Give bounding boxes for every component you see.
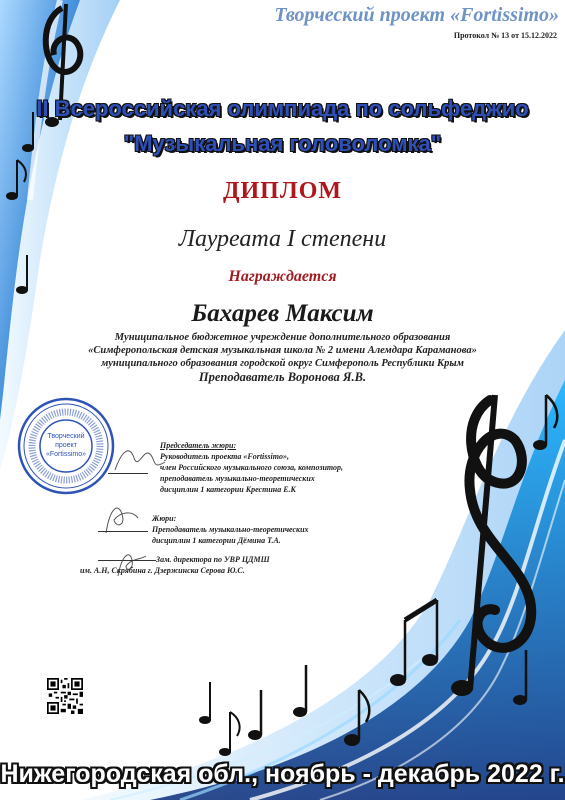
jury-heading: Жюри: [152, 514, 177, 523]
chair-heading: Председатель жюри: [160, 441, 237, 450]
organization-line: Муниципальное бюджетное учреждение дополнительного образования [114, 332, 451, 343]
awarded-label: Награждается [228, 268, 337, 285]
chair-signature-block [160, 440, 343, 495]
teacher-name: Преподаватель Воронова Я.В. [198, 370, 367, 384]
stamp-text: проект [55, 442, 77, 449]
olympiad-title: II Всероссийская олимпиада по сольфеджио [36, 96, 529, 121]
organization-line: «Симферопольская детская музыкальная школа № 2 имени Алемдара Караманова» [88, 345, 477, 356]
deputy-line: Зам. директора по УВР ЦДМШ [156, 555, 270, 564]
signature-line [98, 531, 148, 532]
project-title: Творческий проект «Fortissimo» [274, 4, 559, 26]
organization-line: муниципального образования городской округ Симферополь Республики Крым [101, 358, 464, 369]
signature-line [108, 473, 148, 474]
diploma-heading: ДИПЛОМ [222, 178, 343, 204]
jury-line: Преподаватель музыкально-теоретических [152, 525, 309, 534]
chair-line: дисциплин 1 категории Крестина Е.К [160, 485, 296, 494]
qr-code-icon [47, 678, 83, 714]
official-stamp [16, 396, 116, 496]
chair-line: преподаватель музыкально-теоретических [160, 474, 315, 483]
laureate-degree: Лауреата I степени [178, 226, 387, 252]
jury-signature-block [152, 513, 309, 546]
jury-signature-icon [96, 498, 146, 540]
protocol-number: Протокол № 13 от 15.12.2022 [453, 31, 557, 40]
stamp-text: «Fortissimo» [45, 451, 87, 458]
jury-line: дисциплин 1 категории Дёмина Т.А. [152, 536, 281, 545]
stamp-text: Творческий [47, 433, 85, 440]
recipient-name: Бахарев Максим [191, 300, 374, 327]
deputy-signature-block [80, 554, 310, 576]
deputy-line: им. А.Н, Скрябина г. Дзержинска Серова Ю.С. [80, 566, 245, 575]
olympiad-subtitle: "Музыкальная головоломка" [123, 131, 442, 156]
footer-location-date: Нижегородская обл., ноябрь - декабрь 2022 г. [0, 760, 565, 788]
chair-line: член Российского музыкального союза, композитор, [160, 463, 344, 472]
chair-line: Руководитель проекта «Fortissimo», [160, 452, 289, 461]
